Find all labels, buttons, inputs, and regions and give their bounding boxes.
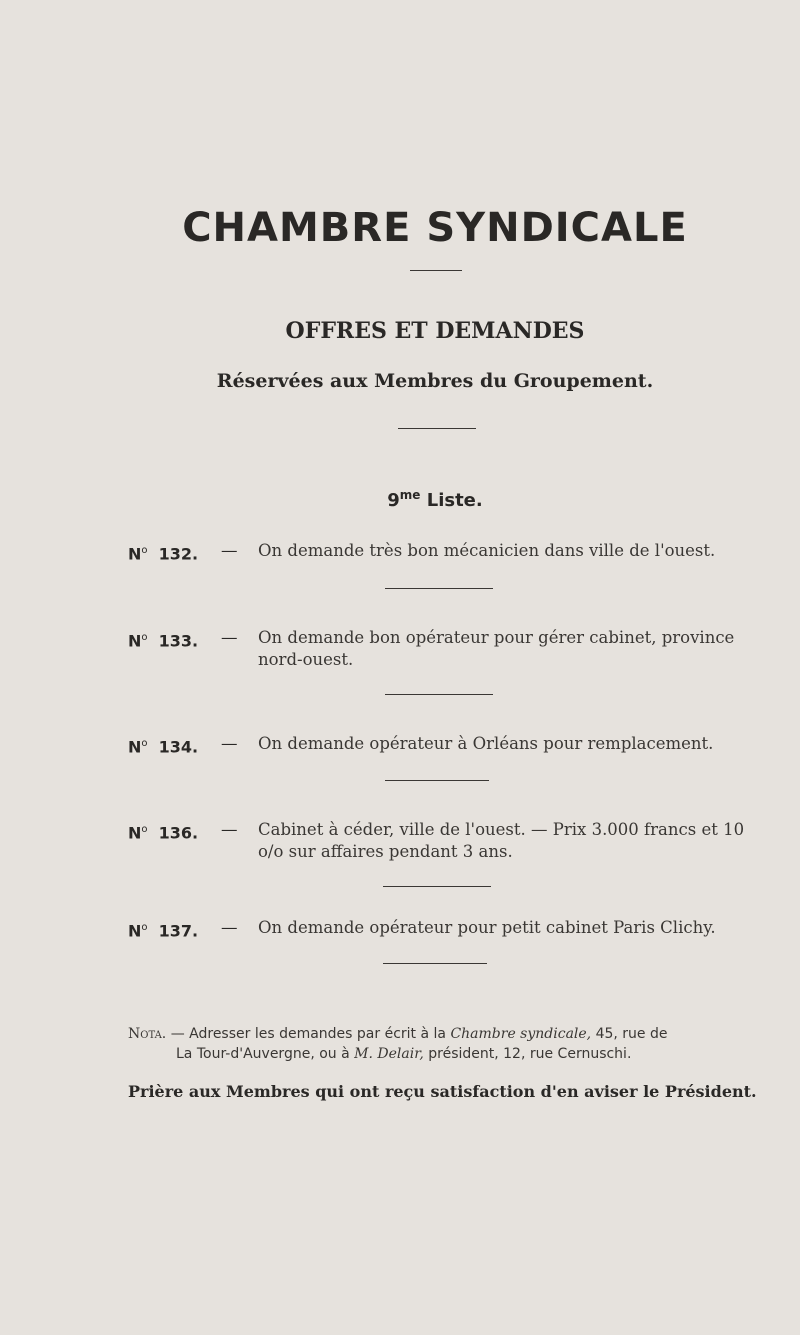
- page-title: CHAMBRE SYNDICALE: [182, 205, 688, 251]
- entry-dash: —: [221, 820, 238, 839]
- nota-label: Nota.: [128, 1026, 167, 1042]
- entry-dash: —: [221, 541, 238, 560]
- entry-text: On demande opérateur à Orléans pour remplacement.: [258, 734, 714, 753]
- entry-text: On demande très bon mécanicien dans ville de l'ouest.: [258, 541, 716, 560]
- list-item: [128, 733, 768, 755]
- entry-divider: [385, 780, 489, 781]
- list-number: 9: [387, 490, 400, 511]
- list-label: Liste.: [426, 490, 483, 511]
- closing-request: Prière aux Membres qui ont reçu satisfaction d'en aviser le Président.: [128, 1082, 757, 1101]
- section-subtitle: OFFRES ET DEMANDES: [285, 318, 585, 344]
- list-item: [128, 917, 768, 939]
- entry-number: $N^o$ 137.: [128, 921, 199, 941]
- entry-divider: [385, 588, 493, 589]
- entry-divider: [383, 886, 491, 887]
- header-divider: [398, 428, 476, 429]
- list-heading: [0, 488, 800, 511]
- chambre-syndicale-ref: Chambre syndicale,: [450, 1026, 592, 1042]
- entry-dash: —: [221, 918, 238, 937]
- list-item: [128, 627, 768, 671]
- list-item: [128, 540, 768, 562]
- entry-divider: [385, 694, 493, 695]
- list-suffix: me: [399, 488, 421, 502]
- delair-ref: M. Delair,: [354, 1046, 424, 1062]
- entry-number: $N^o$ 136.: [128, 823, 199, 843]
- entry-number: $N^o$ 132.: [128, 544, 199, 564]
- entry-dash: —: [221, 734, 238, 753]
- entry-divider: [383, 963, 487, 964]
- entry-text: On demande bon opérateur pour gérer cabinet, province nord-ouest.: [258, 628, 735, 669]
- title-divider: [410, 270, 462, 271]
- entry-number: $N^o$ 134.: [128, 737, 199, 757]
- entry-number: $N^o$ 133.: [128, 631, 199, 651]
- entry-dash: —: [221, 628, 238, 647]
- entry-text: Cabinet à céder, ville de l'ouest. — Prix 3.000 francs et 10 o/o sur affaires pendant 3 ans.: [258, 820, 745, 861]
- nota-note: Nota. — Adresser les demandes par écrit à la Chambre syndicale, 45, rue de La Tour-d'Auvergne, ou à M. Delair, président, 12, rue Cernuschi.: [128, 1026, 668, 1062]
- reserved-note: Réservées aux Membres du Groupement.: [216, 370, 654, 392]
- entry-text: On demande opérateur pour petit cabinet Paris Clichy.: [258, 918, 716, 937]
- list-item: [128, 819, 768, 863]
